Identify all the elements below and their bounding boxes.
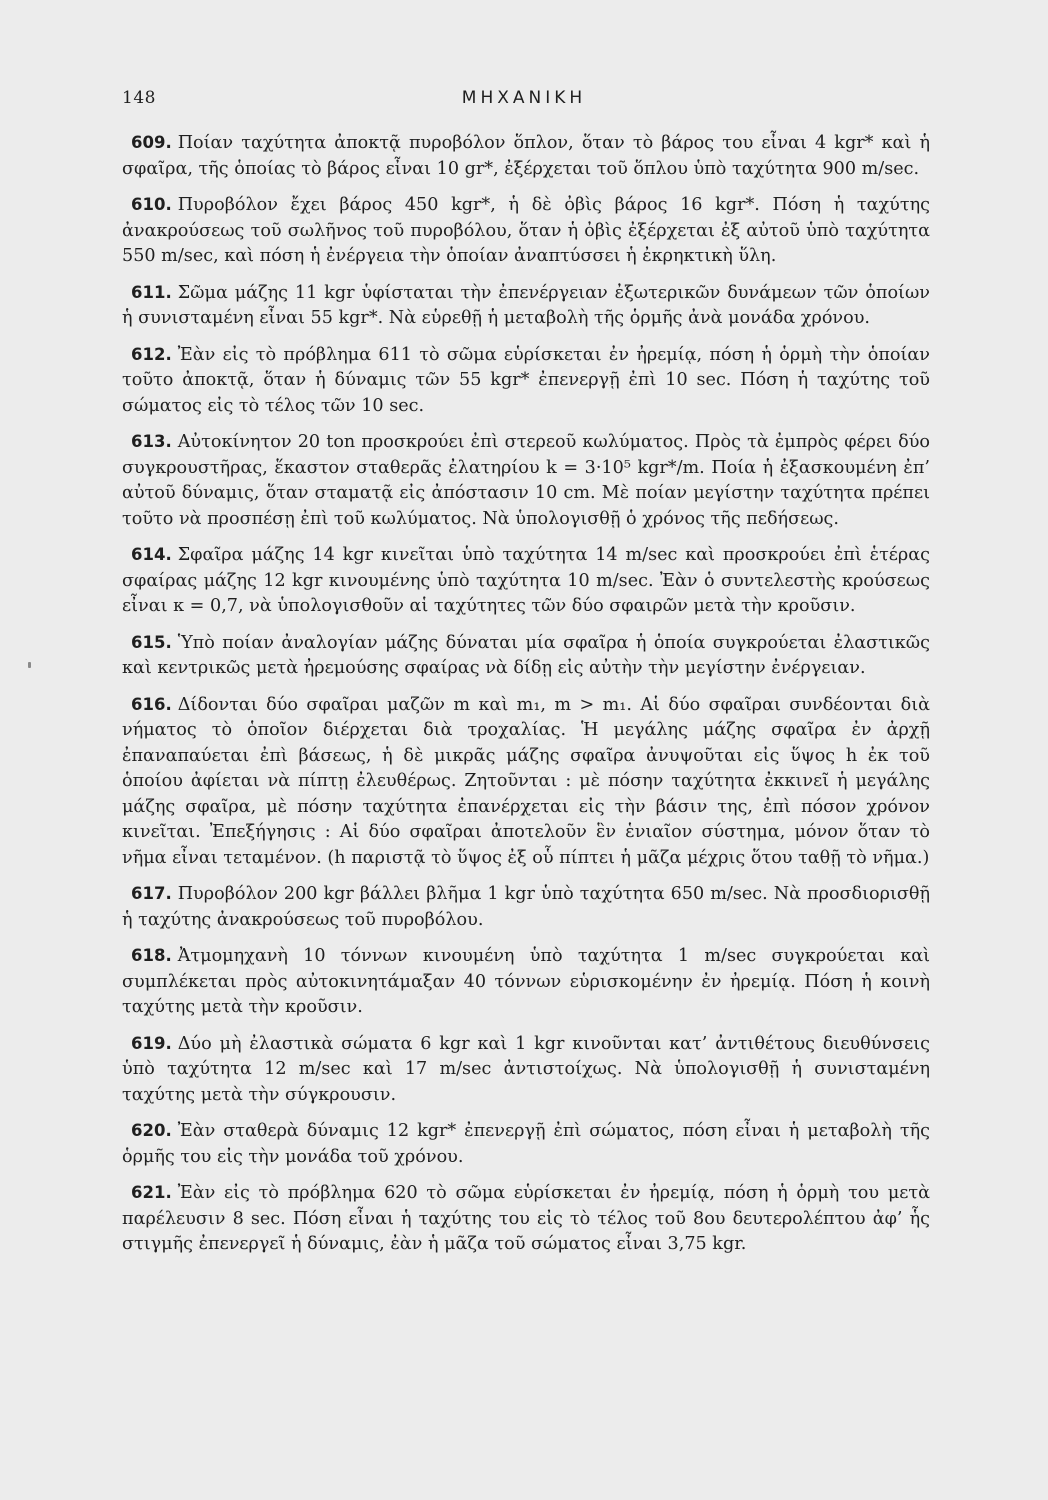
problem-number: 609. (131, 133, 172, 152)
problem-number: 617. (131, 884, 172, 903)
problem-text: Πυροβόλον 200 kgr βάλλει βλῆμα 1 kgr ὑπὸ ταχύτητα 650 m/sec. Νὰ προσδιορισθῇ ἡ ταχύτης ἀνακρούσεως τοῦ πυροβόλου. (122, 884, 930, 930)
problem-618 (122, 943, 930, 1021)
problem-number: 613. (131, 432, 172, 451)
problem-text: Δύο μὴ ἐλαστικὰ σώματα 6 kgr καὶ 1 kgr κινοῦνται κατ’ ἀντιθέτους διευθύνσεις ὑπὸ ταχύτητα 12 m/sec καὶ 17 m/sec ἀντιστοίχως. Νὰ ὑπολογισθῇ ἡ συνισταμένη ταχύτης μετὰ τὴν σύγκρουσιν. (122, 1033, 930, 1105)
problem-text: Ἀτμομηχανὴ 10 τόννων κινουμένη ὑπὸ ταχύτητα 1 m/sec συγκρούεται καὶ συμπλέκεται πρὸς αὐτοκινητάμαξαν 40 τόννων εὑρισκομένην ἐν ἠρεμίᾳ. Πόση ἡ κοινὴ ταχύτης μετὰ τὴν κροῦσιν. (122, 946, 930, 1017)
problem-number: 614. (131, 545, 172, 564)
problem-612 (122, 342, 930, 420)
problem-text: Πυροβόλον ἔχει βάρος 450 kgr*, ἡ δὲ ὀβὶς βάρος 16 kgr*. Πόση ἡ ταχύτης ἀνακρούσεως τοῦ σωλῆνος τοῦ πυροβόλου, ὅταν ἡ ὀβὶς ἐξέρχεται ἐξ αὐτοῦ ὑπὸ ταχύτητα 550 m/sec, καὶ πόση ἡ ἐνέργεια τὴν ὁποίαν ἀναπτύσσει ἡ ἐκρηκτικὴ ὕλη. (122, 195, 930, 266)
problem-number: 620. (131, 1121, 172, 1140)
problem-text: Σφαῖρα μάζης 14 kgr κινεῖται ὑπὸ ταχύτητα 14 m/sec καὶ προσκρούει ἐπὶ ἑτέρας σφαίρας μάζης 12 kgr κινουμένης ὑπὸ ταχύτητα 10 m/sec. Ἐὰν ὁ συντελεστὴς κρούσεως εἶναι κ = 0,7, νὰ ὑπολογισθοῦν αἱ ταχύτητες τῶν δύο σφαιρῶν μετὰ τὴν κροῦσιν. (122, 545, 930, 616)
problem-number: 621. (131, 1183, 172, 1202)
problem-text: Δίδονται δύο σφαῖραι μαζῶν m καὶ m₁, m > m₁. Αἱ δύο σφαῖραι συνδέονται διὰ νήματος τὸ ὁποῖον διέρχεται διὰ τροχαλίας. Ἡ μεγάλης μάζης σφαῖρα ἐν ἀρχῇ ἐπαναπαύεται ἐπὶ βάσεως, ἡ δὲ μικρᾶς μάζης σφαῖρα ἀνυψοῦται εἰς ὕψος h ἐκ τοῦ ὁποίου ἀφίεται νὰ πίπτῃ ἐλευθέρως. Ζητοῦνται : μὲ πόσην ταχύτητα ἐκκινεῖ ἡ μεγάλης μάζης σφαῖρα, μὲ πόσην ταχύτητα ἐπανέρχεται εἰς τὴν βάσιν της, ἐπὶ πόσον χρόνον κινεῖται. Ἐπεξήγησις : Αἱ δύο σφαῖραι ἀποτελοῦν ἓν ἑνιαῖον σύστημα, μόνον ὅταν τὸ νῆμα εἶναι τεταμένον. (h παριστᾷ τὸ ὕψος ἐξ οὗ πίπτει ἡ μᾶζα μέχρις ὅτου ταθῇ τὸ νῆμα.) (122, 694, 930, 868)
page-number: 148 (122, 88, 156, 108)
problem-text: Αὐτοκίνητον 20 ton προσκρούει ἐπὶ στερεοῦ κωλύματος. Πρὸς τὰ ἐμπρὸς φέρει δύο συγκρουστῆρας, ἕκαστον σταθερᾶς ἐλατηρίου k = 3·10⁵ kgr*/m. Ποία ἡ ἐξασκουμένη ἐπ’ αὐτοῦ δύναμις, ὅταν σταματᾷ εἰς ἀπόστασιν 10 cm. Μὲ ποίαν μεγίστην ταχύτητα πρέπει τοῦτο νὰ προσπέσῃ ἐπὶ τοῦ κωλύματος. Νὰ ὑπολογισθῇ ὁ χρόνος τῆς πεδήσεως. (122, 432, 930, 529)
problem-number: 618. (131, 946, 172, 965)
problem-617 (122, 881, 930, 933)
page-header (118, 88, 930, 114)
problem-text: Σῶμα μάζης 11 kgr ὑφίσταται τὴν ἐπενέργειαν ἐξωτερικῶν δυνάμεων τῶν ὁποίων ἡ συνισταμένη εἶναι 55 kgr*. Νὰ εὑρεθῇ ἡ μεταβολὴ τῆς ὁρμῆς ἀνὰ μονάδα χρόνου. (122, 282, 930, 328)
problem-620 (122, 1118, 930, 1170)
problem-number: 619. (131, 1033, 172, 1053)
problem-text: Ἐὰν σταθερὰ δύναμις 12 kgr* ἐπενεργῇ ἐπὶ σώματος, πόση εἶναι ἡ μεταβολὴ τῆς ὁρμῆς του εἰς τὴν μονάδα τοῦ χρόνου. (122, 1121, 930, 1167)
problem-text: Ἐὰν εἰς τὸ πρόβλημα 620 τὸ σῶμα εὑρίσκεται ἐν ἠρεμίᾳ, πόση ἡ ὁρμὴ του μετὰ παρέλευσιν 8 sec. Πόση εἶναι ἡ ταχύτης του εἰς τὸ τέλος τοῦ 8ου δευτερολέπτου ἀφ’ ἧς στιγμῆς ἐπενεργεῖ ἡ δύναμις, ἐὰν ἡ μᾶζα τοῦ σώματος εἶναι 3,75 kgr. (122, 1183, 930, 1254)
problem-number: 611. (131, 282, 172, 302)
problem-number: 610. (131, 195, 172, 214)
problem-615 (122, 630, 930, 682)
problem-613 (122, 429, 930, 532)
problem-616 (122, 692, 930, 872)
problem-number: 615. (131, 632, 172, 652)
running-title: ΜΗΧΑΝΙΚΗ (461, 88, 587, 108)
problem-text: Ποίαν ταχύτητα ἀποκτᾷ πυροβόλον ὅπλον, ὅταν τὸ βάρος του εἶναι 4 kgr* καὶ ἡ σφαῖρα, τῆς ὁποίας τὸ βάρος εἶναι 10 gr*, ἐξέρχεται τοῦ ὅπλου ὑπὸ ταχύτητα 900 m/sec. (122, 133, 930, 179)
problem-text: Ἐὰν εἰς τὸ πρόβλημα 611 τὸ σῶμα εὑρίσκεται ἐν ἠρεμίᾳ, πόση ἡ ὁρμὴ τὴν ὁποίαν τοῦτο ἀποκτᾷ, ὅταν ἡ δύναμις τῶν 55 kgr* ἐπενεργῇ ἐπὶ 10 sec. Πόση ἡ ταχύτης τοῦ σώματος εἰς τὸ τέλος τῶν 10 sec. (122, 344, 930, 416)
problem-621 (122, 1180, 930, 1258)
problem-611 (122, 280, 930, 332)
problem-number: 616. (131, 694, 172, 714)
problem-610 (122, 192, 930, 270)
problem-609 (122, 130, 930, 182)
margin-speck (28, 662, 31, 668)
problem-text: Ὑπὸ ποίαν ἀναλογίαν μάζης δύναται μία σφαῖρα ἡ ὁποία συγκρούεται ἐλαστικῶς καὶ κεντρικῶς μετὰ ἠρεμούσης σφαίρας νὰ δίδῃ εἰς αὐτὴν τὴν μεγίστην ἐνέργειαν. (122, 632, 930, 678)
problem-number: 612. (131, 344, 172, 364)
problem-list (122, 130, 930, 1268)
problem-619 (122, 1031, 930, 1109)
problem-614 (122, 542, 930, 620)
